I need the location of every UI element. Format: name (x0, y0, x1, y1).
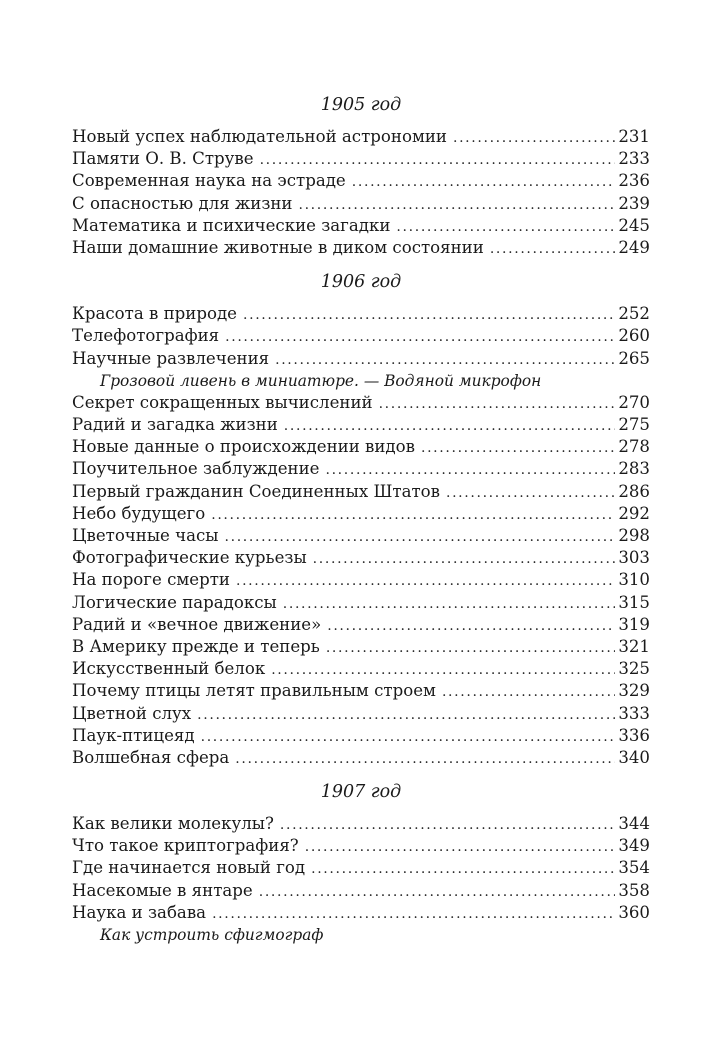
toc-entry-page-number: 315 (618, 592, 650, 612)
toc-entry-page-number: 233 (618, 149, 650, 169)
toc-entry-page-number: 286 (618, 481, 650, 501)
section-spacer (72, 259, 650, 271)
toc-entry-title: Телефотография (72, 326, 220, 346)
toc-entry-page-number: 336 (618, 725, 650, 745)
toc-entry[interactable] (72, 436, 650, 458)
dot-leader (271, 659, 615, 681)
toc-entry-list (72, 126, 650, 259)
dot-leader (396, 216, 615, 238)
toc-entry-title: Поучительное заблуждение (72, 459, 320, 479)
toc-entry-page-number: 278 (618, 437, 650, 457)
toc-entry[interactable] (72, 658, 650, 680)
dot-leader (352, 171, 616, 193)
toc-entry[interactable] (72, 303, 650, 325)
toc-entry-title: Математика и психические загадки (72, 215, 391, 235)
dot-leader (236, 570, 615, 592)
toc-entry[interactable] (72, 215, 650, 237)
toc-entry-page-number: 239 (618, 193, 650, 213)
toc-entry-title: Научные развлечения (72, 348, 270, 368)
toc-entry-title: Логические парадоксы (72, 592, 277, 612)
dot-leader (201, 726, 616, 748)
toc-entry[interactable] (72, 458, 650, 480)
dot-leader (446, 482, 615, 504)
toc-entry-title: Наши домашние животные в диком состоянии (72, 237, 484, 257)
dot-leader (490, 238, 616, 260)
toc-entry[interactable] (72, 126, 650, 148)
toc-entry[interactable] (72, 857, 650, 879)
toc-entry-title: Новые данные о происхождении видов (72, 437, 415, 457)
toc-entry-page-number: 329 (618, 681, 650, 701)
dot-leader (280, 814, 615, 836)
toc-entry[interactable] (72, 392, 650, 414)
toc-entry[interactable] (72, 237, 650, 259)
toc-entry[interactable] (72, 725, 650, 747)
dot-leader (311, 858, 615, 880)
dot-leader (327, 615, 615, 637)
toc-entry[interactable] (72, 170, 650, 192)
toc-entry-title: Радий и «вечное движение» (72, 614, 322, 634)
toc-entry-title: Волшебная сфера (72, 747, 230, 767)
toc-entry[interactable] (72, 813, 650, 835)
heading-spacer (72, 116, 650, 126)
toc-entry[interactable] (72, 680, 650, 702)
section-spacer (72, 769, 650, 781)
toc-entry-title: Паук-птицеяд (72, 725, 195, 745)
toc-entry-title: На пороге смерти (72, 570, 230, 590)
dot-leader (298, 194, 615, 216)
toc-entry-page-number: 252 (618, 304, 650, 324)
toc-entry-page-number: 236 (618, 171, 650, 191)
toc-entry-title: Памяти О. В. Струве (72, 149, 254, 169)
toc-entry[interactable] (72, 503, 650, 525)
dot-leader (275, 349, 615, 371)
toc-entry-page-number: 275 (618, 415, 650, 435)
toc-entry-page-number: 231 (618, 127, 650, 146)
toc-entry-page-number: 260 (618, 326, 650, 346)
toc-entry[interactable] (72, 193, 650, 215)
toc-entry-list (72, 813, 650, 946)
dot-leader (259, 881, 616, 903)
dot-leader (305, 836, 616, 858)
toc-entry-title: Небо будущего (72, 503, 206, 523)
toc-entry-page-number: 265 (618, 348, 650, 368)
toc-entry-page-number: 333 (618, 703, 650, 723)
dot-leader (326, 637, 616, 659)
toc-entry[interactable] (72, 614, 650, 636)
toc-entry-page-number: 340 (618, 747, 650, 767)
section-year-heading: 1906 год (320, 272, 402, 293)
toc-entry[interactable] (72, 880, 650, 902)
toc-entry-title: Как велики молекулы? (72, 814, 274, 834)
toc-entry-title: Радий и загадка жизни (72, 415, 278, 435)
dot-leader (197, 704, 615, 726)
dot-leader (225, 526, 616, 548)
toc-entry-title: Что такое криптография? (72, 836, 299, 856)
dot-leader (313, 548, 616, 570)
toc-entry-page-number: 298 (618, 526, 650, 545)
toc-entry-title: Насекомые в янтаре (72, 880, 253, 900)
dot-leader (453, 127, 615, 149)
toc-entry[interactable] (72, 348, 650, 370)
toc-entry-title: В Америку прежде и теперь (72, 636, 320, 656)
toc-entry-page-number: 349 (618, 836, 650, 856)
toc-entry[interactable] (72, 636, 650, 658)
toc-entry[interactable] (72, 569, 650, 591)
toc-entry-page-number: 303 (618, 548, 650, 568)
dot-leader (325, 459, 615, 481)
toc-entry-page-number: 321 (618, 636, 650, 656)
section-year-heading: 1907 год (320, 782, 402, 803)
dot-leader (379, 393, 616, 415)
dot-leader (235, 748, 615, 770)
heading-spacer (72, 803, 650, 813)
toc-entry-title: Первый гражданин Соединенных Штатов (72, 481, 440, 501)
toc-entry-page-number: 325 (618, 659, 650, 679)
toc-entry-page-number: 292 (618, 503, 650, 523)
toc-entry-title: Секрет сокращенных вычислений (72, 392, 373, 412)
toc-entry-page-number: 344 (618, 814, 650, 834)
toc-entry-title: Цветочные часы (72, 526, 219, 545)
toc-entry[interactable] (72, 325, 650, 347)
dot-leader (225, 326, 615, 348)
toc-subentry: Грозовой ливень в миниатюре. — Водяной микрофон (100, 371, 542, 390)
dot-leader (243, 304, 615, 326)
toc-entry-title: Наука и забава (72, 902, 207, 922)
toc-entry[interactable] (72, 481, 650, 503)
toc-entry-title: Красота в природе (72, 304, 237, 324)
toc-entry-page-number: 310 (618, 570, 650, 590)
table-of-contents (72, 94, 650, 946)
toc-entry-page-number: 319 (618, 614, 650, 634)
toc-entry-page-number: 283 (618, 459, 650, 479)
dot-leader (211, 504, 615, 526)
toc-entry-page-number: 270 (618, 392, 650, 412)
toc-entry-title: С опасностью для жизни (72, 193, 293, 213)
toc-entry[interactable] (72, 414, 650, 436)
toc-entry[interactable] (72, 592, 650, 614)
dot-leader (421, 437, 615, 459)
toc-entry-title: Искусственный белок (72, 659, 266, 679)
section-year-heading: 1905 год (320, 95, 402, 115)
toc-entry[interactable] (72, 747, 650, 769)
toc-entry-title: Где начинается новый год (72, 858, 306, 878)
toc-entry-title: Цветной слух (72, 703, 192, 723)
dot-leader (284, 415, 616, 437)
toc-entry-page-number: 249 (618, 237, 650, 257)
dot-leader (212, 903, 615, 925)
dot-leader (442, 681, 615, 703)
toc-entry[interactable] (72, 902, 650, 924)
toc-entry-list (72, 303, 650, 769)
heading-spacer (72, 293, 650, 303)
toc-entry-page-number: 358 (618, 880, 650, 900)
toc-entry-title: Фотографические курьезы (72, 548, 307, 568)
toc-subentry: Как устроить сфигмограф (100, 926, 324, 944)
toc-entry[interactable] (72, 148, 650, 170)
toc-entry[interactable] (72, 703, 650, 725)
dot-leader (283, 593, 616, 615)
toc-entry[interactable] (72, 547, 650, 569)
toc-entry-page-number: 360 (618, 902, 650, 922)
toc-entry-page-number: 245 (618, 215, 650, 235)
dot-leader (260, 149, 616, 171)
toc-entry-title: Современная наука на эстраде (72, 171, 346, 191)
toc-entry-page-number: 354 (618, 858, 650, 878)
toc-entry-title: Новый успех наблюдательной астрономии (72, 127, 447, 146)
toc-entry[interactable] (72, 525, 650, 547)
toc-entry[interactable] (72, 835, 650, 857)
toc-entry-title: Почему птицы летят правильным строем (72, 681, 436, 701)
